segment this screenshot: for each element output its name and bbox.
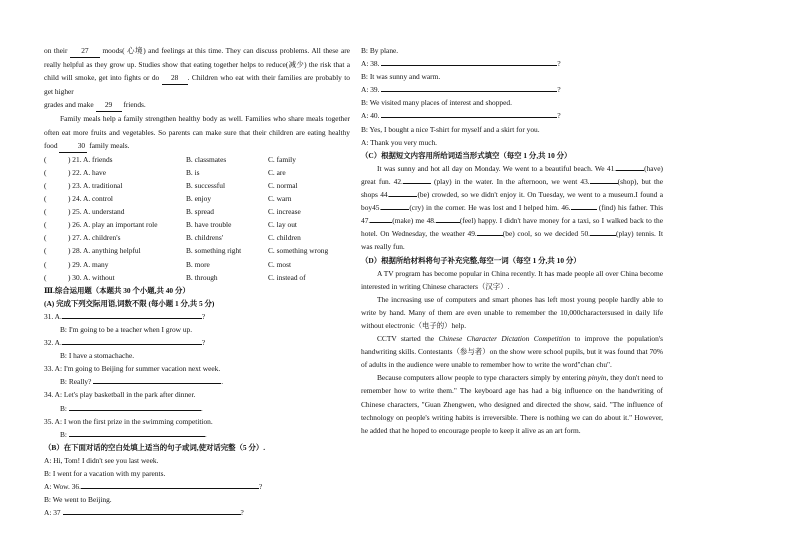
dialogue-line: B: By plane. [361,46,399,55]
answer-line-31[interactable] [62,310,202,319]
passage-para2 [44,112,350,152]
spacer [58,192,68,205]
spacer [58,231,68,244]
option-a[interactable]: ) 26. A. play an important role [68,220,158,230]
partA-title: (A) 完成下列交际用语,词数不限 (每小题 1 分,共 5 分) [44,298,215,308]
option-a[interactable]: ) 28. A. anything helpful [68,246,141,256]
partD-para4: Because computers allow people to type characters simply by entering pinyin, they don't need to remember how to write them." The keyboard age has had a big influence on the handwriting of Chinese characters, "Guan Zhengwen, who designed and directed the show, said. "The influence of technology on people's writing habits is irreversible. There is nothing we can do about it." However, he added that he hoped to encourage people to keep it alive as an art form. [361,373,664,435]
option-c[interactable]: C. most [268,259,291,269]
answer-paren[interactable]: ( [44,233,47,243]
text: 49. [467,229,477,239]
option-b[interactable]: B. successful [186,180,225,190]
partD-para3: CCTV started the Chinese Character Dictation Competition to improve the population's handwriting skills. Contestants（参与者）on the show were school pupils, but it was found that 70% of adults in the audience were unable to remember how to write the word"chan chu". [361,334,664,370]
answer-line-44[interactable] [389,188,417,197]
dialogue-line: B: Yes, I bought a nice T-shirt for myself and a skirt for you. [361,124,540,134]
q31-b: B: I'm going to be a teacher when I grow up. [60,324,193,334]
text: on their [44,46,68,55]
answer-line-50[interactable] [590,227,616,236]
text: sure that their children are eating healthy food [44,127,350,150]
option-row [44,192,350,205]
option-a[interactable]: ) 25. A. understand [68,207,125,217]
text: friends. [123,100,146,110]
q33-b: B: Really? . [60,377,224,387]
partD-title: （D）根据所给材料将句子补充完整,每空一词（每空 1 分,共 10 分） [361,255,581,265]
spacer [58,205,68,218]
text: It was sunny and hot all day on Monday. We went to a beautiful beach. We [377,163,605,173]
blank-27[interactable]: 27 [70,44,100,58]
dialogue-line: B: We went to Beijing. [44,495,112,505]
answer-line-34[interactable] [69,402,201,411]
q35-a: 35. A: I won the first prize in the swimming competition. [44,416,213,426]
partC-passage [361,162,663,254]
answer-line-42[interactable] [403,175,431,184]
option-a[interactable]: ) 23. A. traditional [68,180,123,190]
dialogue-line-39: A: 39. ? [361,85,561,95]
right-column [361,44,663,437]
text: (play) tennis. It was really [361,229,663,252]
option-c[interactable]: C. something wrong [268,246,329,256]
option-c[interactable]: C. children [268,233,301,243]
answer-line-41[interactable] [616,162,644,171]
text: (make) me 48. [392,216,436,226]
answer-paren[interactable]: ( [44,259,47,269]
option-a[interactable]: ) 27. A. children's [68,233,121,243]
text: do [151,73,160,83]
text: (shop), but the shops 44. [361,176,664,200]
answer-paren[interactable]: ( [44,154,47,164]
multiple-choice-options [44,153,350,284]
text: (find) his father. This 47. [361,203,663,226]
option-row [44,244,350,257]
answer-line-35[interactable] [69,428,205,437]
answer-line-40[interactable] [381,109,557,118]
text: moods( 心境) and feelings at this time. They can discuss [102,46,278,55]
text: (have) great fun. 42. [361,163,663,186]
option-a[interactable]: ) 21. A. friends [68,154,113,164]
spacer [58,218,68,231]
passage-para1 [44,44,350,112]
text: (feel) happy. I didn't [459,216,521,226]
option-c[interactable]: C. increase [268,207,301,217]
answer-line-37[interactable] [63,506,241,515]
answer-paren[interactable]: ( [44,272,47,282]
answer-line-43[interactable] [590,175,618,184]
text: (be) cool, so we decided 50. [502,229,590,239]
option-row [44,218,350,231]
answer-line-49[interactable] [477,227,503,236]
partD-para1: A TV program has become popular in China recently. It has made people all over China become interested in writing Chinese characters（汉字）. [361,268,663,291]
option-c[interactable]: C. warn [268,194,292,204]
option-b[interactable]: B. is [186,167,200,177]
text: . Children who eat with their families are probably to get higher [44,73,350,97]
answer-line-46[interactable] [571,201,597,210]
option-row [44,166,350,179]
option-row [44,205,350,218]
answer-paren[interactable]: ( [44,246,47,256]
text: boy45. [361,203,382,213]
spacer [58,166,68,179]
partC-title: （C）根据短文内容用所给词适当形式填空（每空 1 分,共 10 分） [361,150,572,160]
answer-paren[interactable]: ( [44,180,47,190]
q32-b: B: I have a stomachache. [60,351,135,361]
option-a[interactable]: ) 22. A. have [68,167,106,177]
answer-line-47[interactable] [370,214,392,223]
option-row [44,231,350,244]
dialogue-line: A: Hi, Tom! I didn't see you last week. [44,455,159,465]
option-row [44,271,350,284]
answer-line-48[interactable] [436,214,460,223]
answer-paren[interactable]: ( [44,207,47,217]
option-c[interactable]: C. normal [268,180,298,190]
answer-line-39[interactable] [381,83,557,92]
option-b[interactable]: B. have trouble [186,220,232,230]
option-c[interactable]: C. instead of [268,272,306,282]
dialogue-line-38: A: 38. ? [361,59,561,69]
text: (play) in the water. In the afternoon, [433,176,549,186]
option-row [44,153,350,166]
blank-28[interactable]: 28 [162,71,188,85]
spacer [58,271,68,284]
text: together helps to reduce(减少) the risk that a child will smoke, get into fights or [44,60,350,83]
option-b[interactable]: B. childrens' [186,233,224,243]
answer-line-33[interactable] [93,375,221,384]
option-c[interactable]: C. lay out [268,220,297,230]
answer-paren[interactable]: ( [44,167,47,177]
option-b[interactable]: B. more [186,259,210,269]
option-b[interactable]: B. enjoy [186,194,212,204]
q33-a: 33. A: I'm going to Beijing for summer vacation next week. [44,364,221,374]
text: have money for a taxi, so I walked back to the hotel. On Wednesday, the weather [361,216,663,239]
text: 41. [606,163,617,173]
option-b[interactable]: B. something right [186,246,242,256]
blank-29[interactable]: 29 [96,98,122,112]
option-row [44,179,350,192]
dialogue-line: B: It was sunny and warm. [361,72,441,82]
dialogue-line-37: A: 37 ? [44,508,244,518]
spacer [58,153,68,166]
option-c[interactable]: C. family [268,154,296,164]
dialogue-line: A: Thank you very much. [361,137,438,147]
spacer [58,179,68,192]
q31: 31. A. ? [44,311,206,321]
partB-title: （B）在下面对话的空白处填上适当的句子或词,使对话完整（5 分）. [44,442,266,452]
option-a[interactable]: ) 24. A. control [68,194,113,204]
q34-b: B: . [60,403,203,413]
option-b[interactable]: B. classmates [186,154,227,164]
option-a[interactable]: ) 29. A. many [68,259,109,269]
spacer [58,258,68,271]
option-c[interactable]: C. are [268,167,286,177]
text: didn't enjoy it. On Tuesday, we went to a museum.I found a [481,190,663,200]
dialogue-line: B: We visited many places of interest and shopped. [361,98,512,108]
dialogue-line-36: A: Wow. 36. ? [44,482,263,492]
answer-paren[interactable]: ( [44,220,47,230]
text: grades and make [44,100,94,110]
answer-line-38[interactable] [381,57,557,66]
text: we went 43. [551,176,590,186]
option-a[interactable]: ) 30. A. without [68,272,115,282]
q35-b: B: . [60,429,207,439]
text: problems. All these are really helpful as they grow up. Studies show that eating [44,46,350,70]
text: share meals together often eat more fruits and vegetables. So parents can make [44,114,350,137]
option-row [44,258,350,271]
answer-line-32[interactable] [62,336,202,345]
text: Family meals help a family strengthen healthy body as well. Families who [60,114,286,124]
q34-a: 34. A: Let's play basketball in the park after dinner. [44,390,196,400]
answer-line-45[interactable] [381,201,409,210]
blank-30[interactable]: 30 [59,139,87,153]
partD-para2: The increasing use of computers and smart phones has left most young people hardly able to write by hand. Many of them are even unable to remember the 10,000charactersused in daily life without electronic（电子的）help. [361,294,664,330]
q32: 32. A. ? [44,338,206,348]
option-b[interactable]: B. spread [186,207,214,217]
left-column [44,44,350,519]
section3-title: Ⅲ.综合运用题（本题共 30 个小题,共 40 分） [44,285,190,295]
text: (be) crowded, so we [417,190,479,200]
text: (cry) in the corner. He was lost and I helped him. 46. [409,203,571,213]
answer-paren[interactable]: ( [44,194,47,204]
text: fun. [393,242,405,252]
spacer [58,244,68,257]
answer-line-36[interactable] [81,480,259,489]
option-b[interactable]: B. through [186,272,218,282]
dialogue-line-40: A: 40. ? [361,111,561,121]
text: family meals. [89,140,130,150]
dialogue-line: B: I went for a vacation with my parents. [44,469,166,478]
